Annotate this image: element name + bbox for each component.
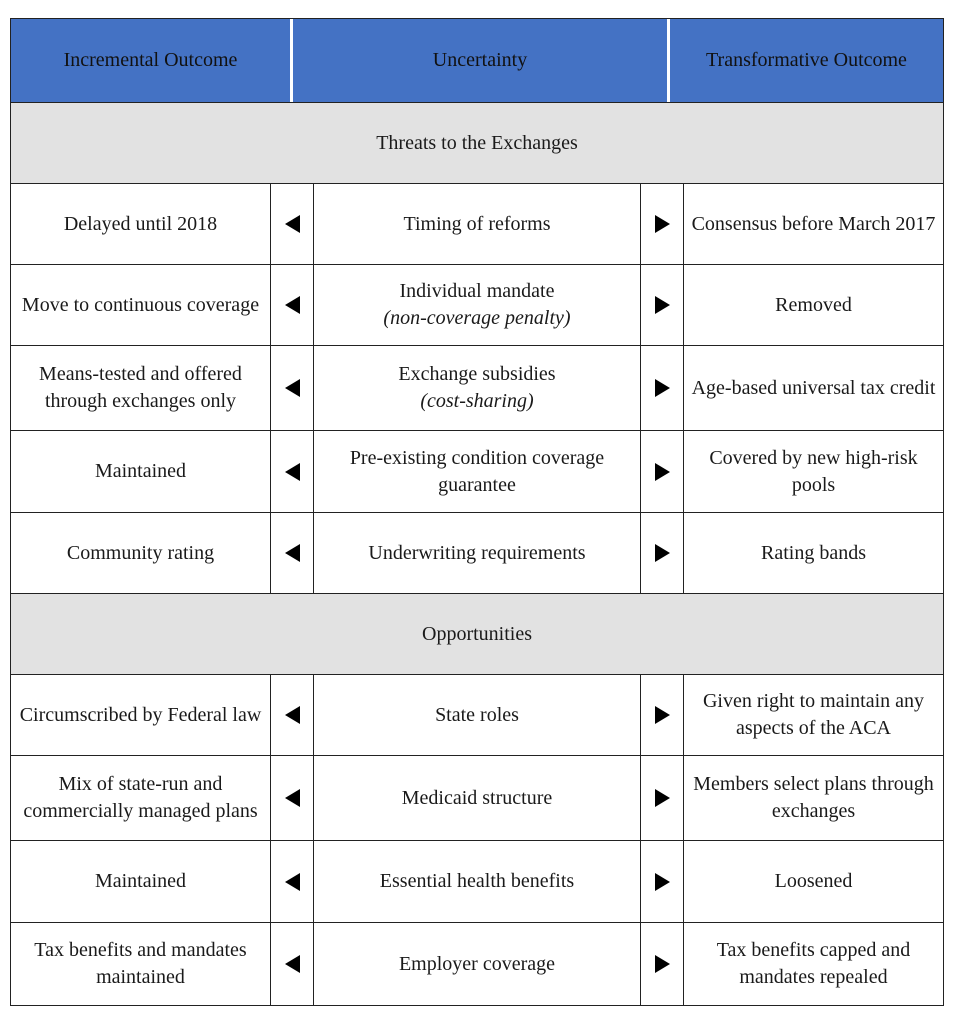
incremental-outcome-cell: Means-tested and offered through exchanges only	[11, 346, 271, 430]
table-row	[11, 755, 943, 840]
right-arrow-icon	[655, 706, 670, 724]
uncertainty-label: Medicaid structure	[401, 786, 553, 809]
table-row	[11, 674, 943, 755]
uncertainty-note: (cost-sharing)	[420, 390, 534, 412]
left-arrow-icon	[285, 379, 300, 397]
incremental-outcome-cell: Tax benefits and mandates maintained	[11, 923, 271, 1005]
arrow-right-cell	[641, 431, 684, 512]
right-arrow-icon	[655, 955, 670, 973]
table-row	[11, 430, 943, 512]
uncertainty-cell	[314, 923, 641, 1005]
uncertainty-cell	[314, 675, 641, 755]
arrow-left-cell	[271, 184, 314, 264]
section-title: Threats to the Exchanges	[11, 102, 943, 183]
arrow-left-cell	[271, 923, 314, 1005]
right-arrow-icon	[655, 463, 670, 481]
left-arrow-icon	[285, 463, 300, 481]
table-row	[11, 512, 943, 593]
right-arrow-icon	[655, 215, 670, 233]
uncertainty-label: Pre-existing condition coverage guarantee	[349, 446, 605, 496]
incremental-outcome-cell: Community rating	[11, 513, 271, 593]
uncertainty-cell	[314, 346, 641, 430]
uncertainty-note: (non-coverage penalty)	[383, 307, 571, 329]
left-arrow-icon	[285, 789, 300, 807]
arrow-left-cell	[271, 675, 314, 755]
table-row	[11, 345, 943, 430]
table-body	[11, 102, 943, 1005]
arrow-right-cell	[641, 184, 684, 264]
transformative-outcome-cell: Consensus before March 2017	[691, 212, 936, 235]
header-incremental-outcome: Incremental Outcome	[11, 19, 293, 102]
uncertainty-cell	[314, 756, 641, 840]
table-row	[11, 264, 943, 345]
left-arrow-icon	[285, 706, 300, 724]
arrow-right-cell	[641, 513, 684, 593]
uncertainty-label: Exchange subsidies	[398, 363, 556, 385]
uncertainty-cell	[314, 841, 641, 922]
incremental-outcome-cell: Move to continuous coverage	[11, 265, 271, 345]
header-transformative-outcome: Transformative Outcome	[706, 49, 907, 71]
policy-outcomes-table	[10, 18, 944, 1006]
incremental-outcome-cell: Mix of state-run and commercially managed plans	[11, 756, 271, 840]
right-arrow-icon	[655, 873, 670, 891]
left-arrow-icon	[285, 215, 300, 233]
arrow-right-cell	[641, 675, 684, 755]
incremental-outcome-cell: Maintained	[11, 841, 271, 922]
left-arrow-icon	[285, 955, 300, 973]
table-header	[11, 19, 943, 102]
transformative-outcome-cell: Tax benefits capped and mandates repealed	[716, 939, 911, 988]
arrow-left-cell	[271, 841, 314, 922]
right-arrow-icon	[655, 544, 670, 562]
left-arrow-icon	[285, 296, 300, 314]
uncertainty-label: Timing of reforms	[403, 212, 551, 235]
transformative-outcome-cell: Loosened	[774, 870, 853, 892]
arrow-left-cell	[271, 346, 314, 430]
uncertainty-label: Employer coverage	[398, 952, 556, 975]
transformative-outcome-cell: Removed	[775, 293, 852, 316]
uncertainty-label: Essential health benefits	[379, 870, 575, 892]
incremental-outcome-cell: Maintained	[11, 431, 271, 512]
table-row	[11, 840, 943, 922]
arrow-right-cell	[641, 346, 684, 430]
arrow-right-cell	[641, 756, 684, 840]
left-arrow-icon	[285, 873, 300, 891]
uncertainty-cell	[314, 431, 641, 512]
transformative-outcome-cell: Rating bands	[761, 541, 866, 564]
uncertainty-label: Individual mandate	[399, 280, 555, 302]
transformative-outcome-cell: Age-based universal tax credit	[691, 376, 936, 399]
incremental-outcome-cell: Delayed until 2018	[11, 184, 271, 264]
section-title: Opportunities	[11, 593, 943, 674]
uncertainty-label: State roles	[435, 703, 519, 726]
uncertainty-cell	[314, 513, 641, 593]
arrow-right-cell	[641, 923, 684, 1005]
transformative-outcome-cell: Covered by new high-risk pools	[709, 446, 918, 496]
uncertainty-cell	[314, 265, 641, 345]
incremental-outcome-cell: Circumscribed by Federal law	[11, 675, 271, 755]
arrow-right-cell	[641, 265, 684, 345]
right-arrow-icon	[655, 379, 670, 397]
arrow-left-cell	[271, 756, 314, 840]
uncertainty-cell	[314, 184, 641, 264]
left-arrow-icon	[285, 544, 300, 562]
arrow-left-cell	[271, 513, 314, 593]
arrow-left-cell	[271, 265, 314, 345]
transformative-outcome-cell: Members select plans through exchanges	[693, 773, 934, 822]
table-row	[11, 183, 943, 264]
right-arrow-icon	[655, 296, 670, 314]
right-arrow-icon	[655, 789, 670, 807]
arrow-right-cell	[641, 841, 684, 922]
arrow-left-cell	[271, 431, 314, 512]
header-uncertainty: Uncertainty	[293, 19, 670, 102]
table-row	[11, 922, 943, 1005]
transformative-outcome-cell: Given right to maintain any aspects of the ACA	[702, 690, 925, 739]
uncertainty-label: Underwriting requirements	[368, 541, 586, 564]
